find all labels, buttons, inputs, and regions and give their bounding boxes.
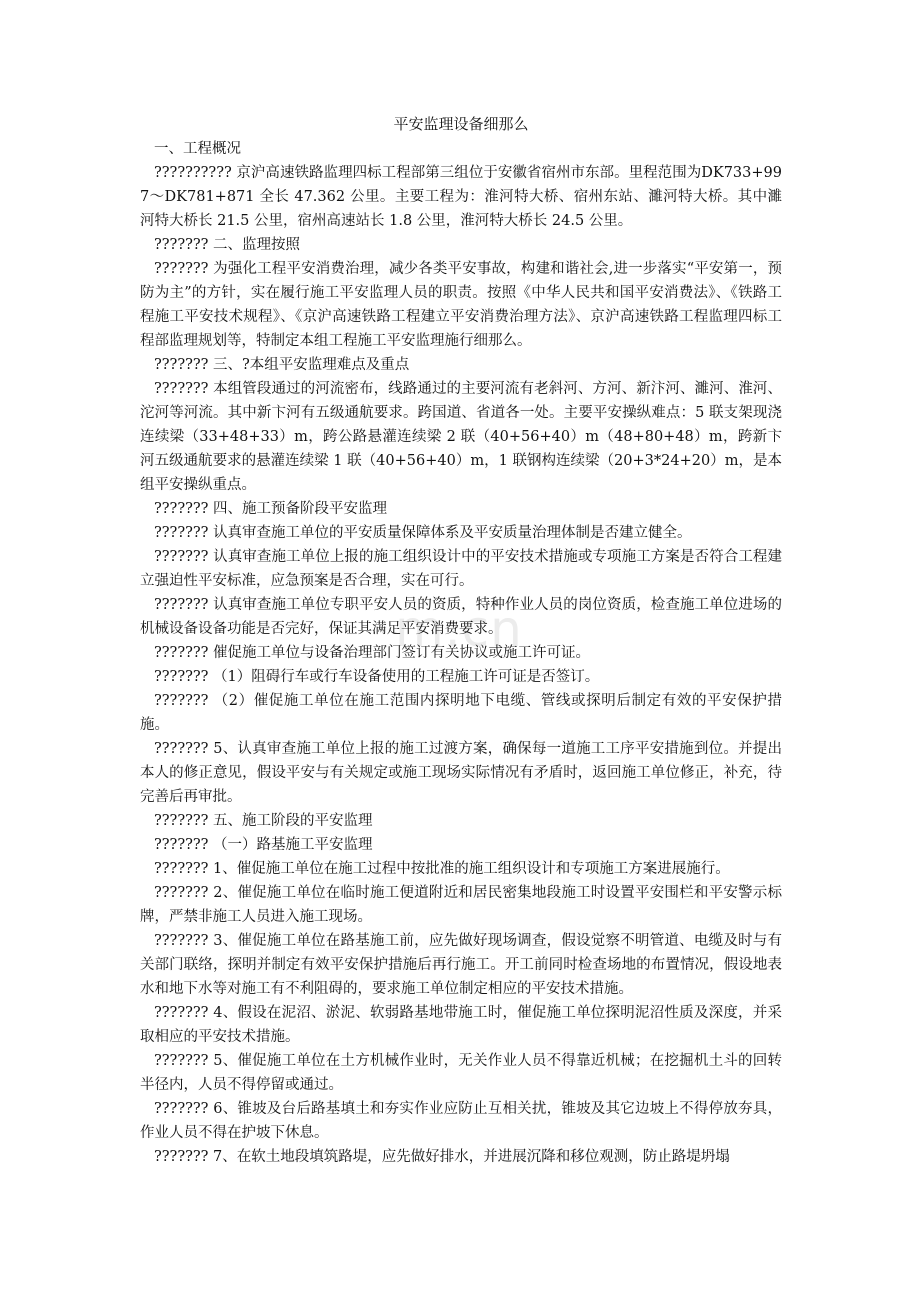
paragraph: ??????? （一）路基施工平安监理 xyxy=(154,837,373,853)
paragraph: ??????? 催促施工单位与设备治理部门签订有关协议或施工许可证。 xyxy=(154,645,591,661)
paragraph: ??????? 1、催促施工单位在施工过程中按批准的施工组织设计和专项施工方案进展施行。 xyxy=(154,861,730,877)
document-title: 平安监理设备细那么 xyxy=(393,115,529,133)
section-heading: 一、工程概况 xyxy=(154,141,241,157)
paragraph: ??????? 4、假设在泥沼、淤泥、软弱路基地带施工时，催促施工单位探明泥沼性质及深度，并采取相应的平安技术措施。 xyxy=(140,1005,782,1045)
paragraph: ??????? 5、认真审查施工单位上报的施工过渡方案，确保每一道施工工序平安措施到位。并提出本人的修正意见，假设平安与有关规定或施工现场实际情况有矛盾时，返回施工单位修正，补充，待完善后再审批。 xyxy=(140,741,782,805)
document-body xyxy=(140,137,782,1169)
paragraph: ??????? 五、施工阶段的平安监理 xyxy=(154,813,373,829)
paragraph: ??????? 认真审查施工单位的平安质量保障体系及平安质量治理体制是否建立健全。 xyxy=(154,525,692,541)
paragraph: ?????????? 京沪高速铁路监理四标工程部第三组位于安徽省宿州市东部。里程范围为DK733+997～DK781+871 全长 47.362 公里。主要工程为：淮河特大桥、宿州东站、濉河特大桥。其中濉河特大桥长 21.5 公里，宿州高速站长 1.8 公里，淮河特大桥长 24.5 公里。 xyxy=(140,165,782,229)
paragraph: ??????? 认真审查施工单位上报的施工组织设计中的平安技术措施或专项施工方案是否符合工程建立强迫性平安标准，应急预案是否合理，实在可行。 xyxy=(140,549,782,589)
paragraph: ??????? 认真审查施工单位专职平安人员的资质，特种作业人员的岗位资质，检查施工单位进场的机械设备设备功能是否完好，保证其满足平安消费要求。 xyxy=(140,597,782,637)
paragraph: ??????? 为强化工程平安消费治理，减少各类平安事故，构建和谐社会,进一步落实“平安第一，预防为主”的方针，实在履行施工平安监理人员的职责。按照《中华人民共和国平安消费法》、《铁路工程施工平安技术规程》、《京沪高速铁路工程建立平安消费治理方法》、京沪高速铁路工程监理四标工程部监理规划等，特制定本组工程施工平安监理施行细那么。 xyxy=(140,261,782,349)
paragraph: ??????? 3、催促施工单位在路基施工前，应先做好现场调查，假设觉察不明管道、电缆及时与有关部门联络，探明并制定有效平安保护措施后再行施工。开工前同时检查场地的布置情况，假设地表水和地下水等对施工有不利阻碍的，要求施工单位制定相应的平安技术措施。 xyxy=(140,933,782,997)
paragraph: ??????? 二、监理按照 xyxy=(154,237,301,253)
paragraph: ??????? 本组管段通过的河流密布，线路通过的主要河流有老斜河、方河、新汴河、濉河、淮河、沱河等河流。其中新卞河有五级通航要求。跨国道、省道各一处。主要平安操纵难点：5 联支架现浇连续梁（33+48+33）m，跨公路悬灌连续梁 2 联（40+56+40）m（48+80+48）m，跨新卞河五级通航要求的悬灌连续梁 1 联（40+56+40）m，1 联钢构连续梁（20+3*24+20）m，是本组平安操纵重点。 xyxy=(140,381,782,493)
paragraph: ??????? 四、施工预备阶段平安监理 xyxy=(154,501,388,517)
watermark: m.cn xyxy=(395,600,523,658)
paragraph: ??????? 5、催促施工单位在土方机械作业时，无关作业人员不得靠近机械；在挖掘机土斗的回转半径内，人员不得停留或通过。 xyxy=(140,1053,782,1093)
paragraph: ??????? 2、催促施工单位在临时施工便道附近和居民密集地段施工时设置平安围栏和平安警示标牌，严禁非施工人员进入施工现场。 xyxy=(140,885,782,925)
paragraph: ??????? （1）阻碍行车或行车设备使用的工程施工许可证是否签订。 xyxy=(154,669,600,685)
paragraph: ??????? 7、在软土地段填筑路堤，应先做好排水，并进展沉降和移位观测，防止路堤坍塌 xyxy=(154,1149,730,1165)
document-page xyxy=(140,112,782,1169)
paragraph: ??????? 三、?本组平安监理难点及重点 xyxy=(154,357,410,373)
paragraph: ??????? 6、锥坡及台后路基填土和夯实作业应防止互相关扰，锥坡及其它边坡上不得停放夯具，作业人员不得在护坡下休息。 xyxy=(140,1101,782,1141)
paragraph: ??????? （2）催促施工单位在施工范围内探明地下电缆、管线或探明后制定有效的平安保护措施。 xyxy=(140,693,782,733)
